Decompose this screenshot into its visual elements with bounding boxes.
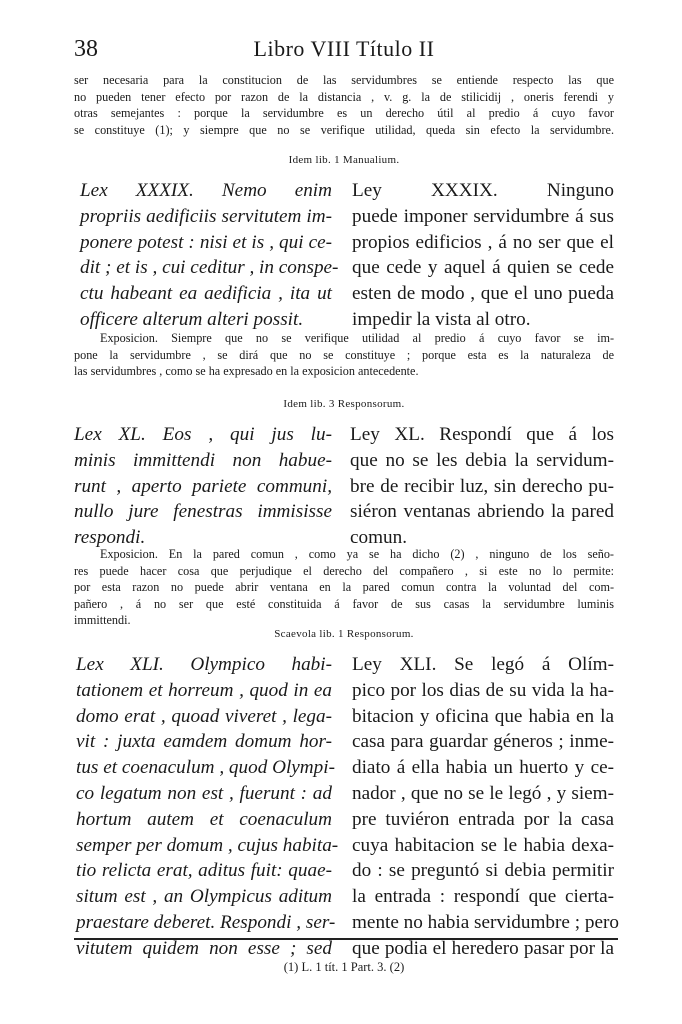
text-line: pone la servidumbre , se dirá que no se constituye ; porque esta es la naturaleza de	[74, 347, 614, 362]
text-line: Lex XXXIX. Nemo enim	[80, 180, 332, 201]
latin-column-lex41	[76, 652, 339, 962]
spanish-column-ley40	[350, 422, 614, 551]
text-line: comun.	[350, 527, 408, 549]
text-line: Lex XL. Eos , qui jus lu-	[74, 424, 332, 445]
running-head: Libro VIII Título II	[253, 36, 435, 61]
text-line: nullo jure fenestras immisisse	[74, 501, 332, 523]
text-line: bitacion y oficina que habia en la	[352, 705, 614, 727]
text-line: nador , que no se le legó , y siem-	[352, 782, 614, 804]
text-line: respondi.	[74, 527, 146, 549]
text-line: runt , aperto pariete communi,	[74, 475, 332, 497]
text-line: res puede hacer cosa que perjudique el derecho del compañero , si este no lo permite:	[74, 563, 614, 578]
text-line: immittendi.	[74, 613, 131, 628]
text-line: puede imponer servidumbre á sus	[352, 205, 614, 227]
page-number: 38	[74, 36, 98, 62]
text-line: vit : juxta eamdem domum hor-	[76, 731, 332, 753]
text-line: por esta razon no puede abrir ventana en la pared comun contra la voluntad del com-	[74, 580, 614, 595]
text-line: diato á ella habia un huerto y ce-	[352, 757, 614, 779]
text-line: do : se preguntó si debia permitir	[352, 860, 614, 882]
text-line: bre de recibir luz, sin derecho pu-	[350, 475, 614, 497]
text-line: Ley XLI. Se legó á Olím-	[352, 654, 614, 675]
latin-column-lex40	[74, 422, 332, 551]
intro-paragraph	[74, 72, 614, 138]
source-attribution: Idem lib. 1 Manualium.	[288, 154, 400, 166]
text-line: pañero , á no ser que esté constituida á favor de sus casas la servidumbre luminis	[74, 596, 614, 611]
exposicion-paragraph-cont	[74, 563, 614, 629]
text-line: Ley XL. Respondí que á los	[350, 424, 614, 445]
text-line: semper per domum , cujus habita-	[76, 834, 339, 856]
text-line: Ley XXXIX. Ninguno	[352, 180, 614, 201]
page-header	[74, 36, 614, 66]
text-line: ctu habeant ea aedificia , ita ut	[80, 283, 332, 305]
text-line: que no se les debia la servidum-	[350, 449, 614, 471]
exposicion-paragraph	[100, 330, 614, 347]
text-line: casa para guardar géneros ; inme-	[352, 731, 614, 753]
text-line: ser necesaria para la constitucion de las servidumbres se entiende respecto las que	[74, 73, 614, 87]
text-line: propios edificios , á no ser que el	[352, 231, 614, 253]
text-line: Exposicion. En la pared comun , como ya se ha dicho (2) , ninguno de los seño-	[100, 547, 614, 561]
spanish-column-ley41	[352, 652, 619, 962]
text-line: impedir la vista al otro.	[352, 308, 531, 330]
text-line: las servidumbres , como se ha expresado en la exposicion antecedente.	[74, 364, 419, 379]
text-line: se constituye (1); y siempre que no se verifique utilidad, queda sin efecto la servidumbre.	[74, 122, 614, 137]
text-line: domo erat , quoad viveret , lega-	[76, 705, 332, 727]
text-line: co legatum non est , fuerunt : ad	[76, 782, 332, 804]
text-line: situm est , an Olympicus aditum	[76, 886, 332, 908]
text-line: pico por los dias de su vida la ha-	[352, 679, 614, 701]
text-line: tationem et horreum , quod in ea	[76, 679, 332, 701]
spanish-column-ley39	[352, 178, 614, 333]
text-line: mente no habia servidumbre ; pero	[352, 911, 619, 933]
source-attribution: Scaevola lib. 1 Responsorum.	[274, 628, 414, 640]
text-line: cuya habitacion se le habia dexa-	[352, 834, 614, 856]
footnote: (1) L. 1 tít. 1 Part. 3. (2)	[283, 960, 405, 974]
text-line: propriis aedificiis servitutem im-	[80, 205, 332, 227]
text-line: dit ; et is , cui ceditur , in conspe-	[80, 257, 339, 279]
exposicion-paragraph-cont	[74, 347, 614, 380]
text-line: tio relicta erat, aditus fuit: quae-	[76, 860, 332, 882]
text-line: la entrada : respondí que cierta-	[352, 886, 614, 908]
text-line: otras semejantes : porque la servidumbre es un derecho útil al predio á cuyo favor	[74, 106, 614, 121]
source-attribution: Idem lib. 3 Responsorum.	[283, 398, 405, 410]
text-line: que cede y aquel á quien se cede	[352, 257, 614, 279]
text-line: pre tuviéron entrada por la casa	[352, 808, 614, 830]
text-line: Lex XLI. Olympico habi-	[76, 654, 332, 675]
text-line: hortum autem et coenaculum	[76, 808, 332, 830]
exposicion-paragraph	[100, 546, 614, 563]
footnote-rule	[74, 938, 618, 940]
text-line: que podia el heredero pasar por la	[352, 937, 614, 959]
text-line: minis immittendi non habue-	[74, 449, 332, 471]
text-line: tus et coenaculum , quod Olympi-	[76, 757, 335, 779]
text-line: Exposicion. Siempre que no se verifique utilidad al predio á cuyo favor se im-	[100, 331, 614, 345]
text-line: esten de modo , que el uno pueda	[352, 283, 614, 305]
text-line: praestare deberet. Respondi , ser-	[76, 911, 336, 933]
text-line: officere alterum alteri possit.	[80, 308, 304, 330]
text-line: vitutem quidem non esse ; sed	[76, 937, 332, 959]
text-line: ponere potest : nisi et is , qui ce-	[80, 231, 332, 253]
text-line: no pueden tener efecto por razon de la distancia , v. g. la de stilicidij , oneris ferendi y	[74, 89, 614, 104]
text-line: siéron ventanas abriendo la pared	[350, 501, 614, 523]
latin-column-lex39	[80, 178, 339, 333]
